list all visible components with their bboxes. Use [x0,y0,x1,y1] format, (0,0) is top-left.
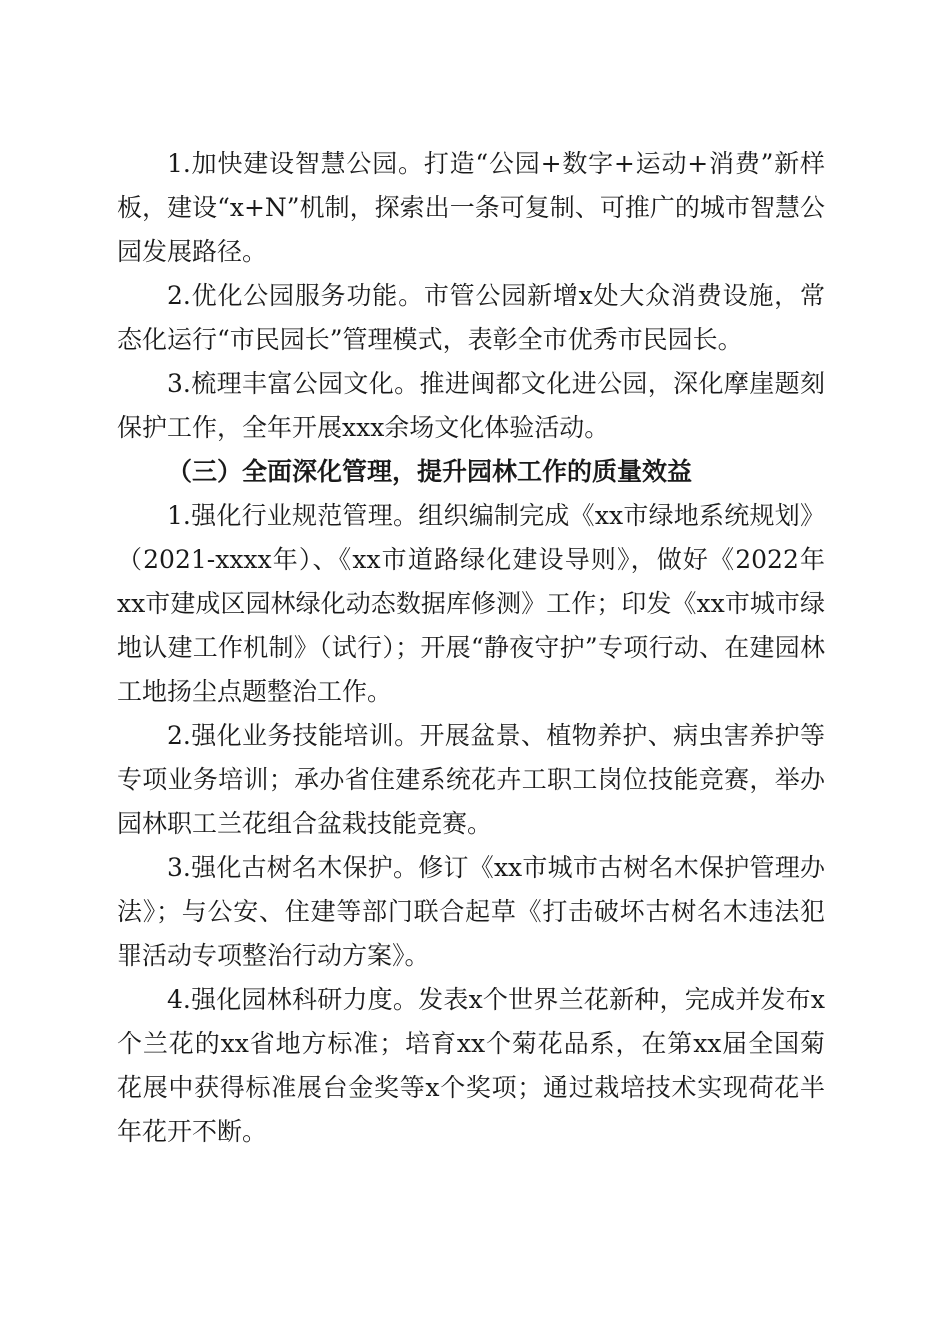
paragraph-skills-training: 2.强化业务技能培训。开展盆景、植物养护、病虫害养护等专项业务培训；承办省住建系统花卉工职工岗位技能竞赛，举办园林职工兰花组合盆栽技能竞赛。 [117,721,825,838]
paragraph-ancient-trees: 3.强化古树名木保护。修订《xx市城市古树名木保护管理办法》；与公安、住建等部门联合起草《打击破坏古树名木违法犯罪活动专项整治行动方案》。 [117,853,825,970]
paragraph-research: 4.强化园林科研力度。发表x个世界兰花新种，完成并发布x个兰花的xx省地方标准；培育xx个菊花品系，在第xx届全国菊花展中获得标准展台金奖等x个奖项；通过栽培技术实现荷花半年花开不断。 [117,985,825,1146]
paragraph-industry-regulation: 1.强化行业规范管理。组织编制完成《xx市绿地系统规划》（2021-xxxx年）、《xx市道路绿化建设导则》，做好《2022年xx市建成区园林绿化动态数据库修测》工作；印发《xx市城市绿地认建工作机制》（试行）；开展“静夜守护”专项行动、在建园林工地扬尘点题整治工作。 [117,501,825,706]
document-body [117,142,825,1154]
paragraph-park-culture: 3.梳理丰富公园文化。推进闽都文化进公园，深化摩崖题刻保护工作，全年开展xxx余场文化体验活动。 [117,369,825,442]
paragraph-park-services: 2.优化公园服务功能。市管公园新增x处大众消费设施，常态化运行“市民园长”管理模式，表彰全市优秀市民园长。 [117,281,825,354]
paragraph-smart-park: 1.加快建设智慧公园。打造“公园+数字+运动+消费”新样板，建设“x+N”机制，探索出一条可复制、可推广的城市智慧公园发展路径。 [117,149,825,266]
section-heading-management: （三）全面深化管理，提升园林工作的质量效益 [167,457,693,486]
